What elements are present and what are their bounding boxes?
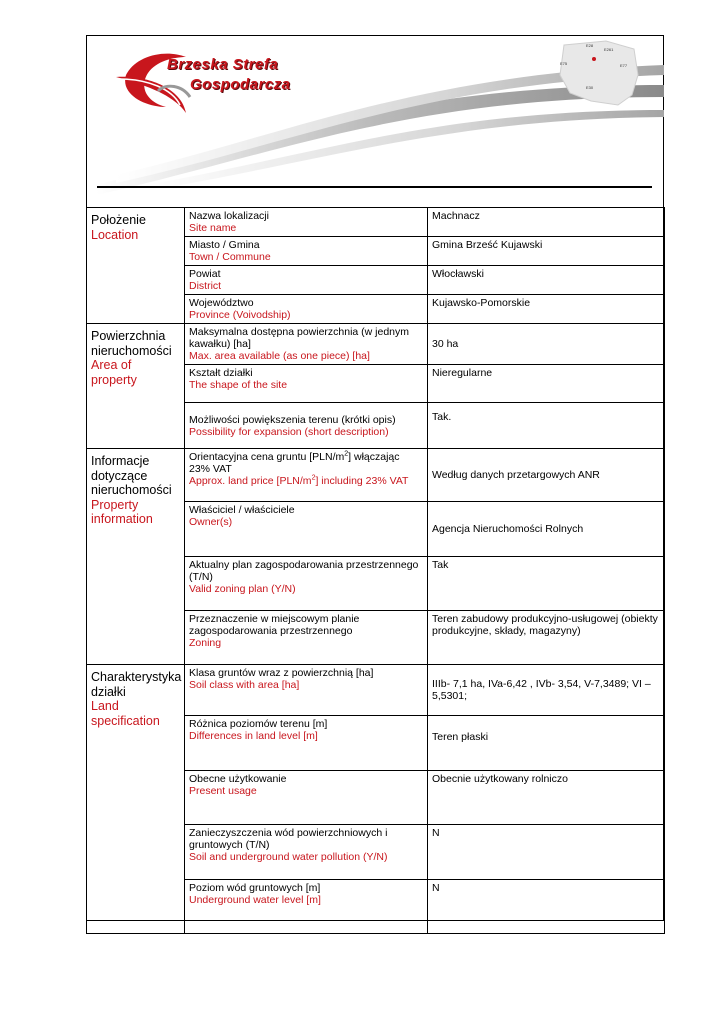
logo-line-2: Gospodarcza [190, 76, 291, 93]
field-label: Klasa gruntów wraz z powierzchnią [ha] Soil class with area [ha] [185, 665, 428, 716]
field-value: Teren płaski [428, 716, 665, 771]
field-value: Włocławski [428, 266, 665, 295]
field-label: Miasto / Gmina Town / Commune [185, 237, 428, 266]
field-value: IIIb- 7,1 ha, IVa-6,42 , IVb- 3,54, V-7,3489; VI – 5,5301; [428, 665, 665, 716]
section-land-spec: Charakterystyka działki Land specification [87, 665, 185, 934]
section-location: Położenie Location [87, 208, 185, 324]
field-label: Zanieczyszczenia wód powierzchniowych i gruntowych (T/N) Soil and underground water pollution (Y/N) [185, 825, 428, 880]
field-label: Poziom wód gruntowych [m] Underground water level [m] [185, 880, 428, 934]
field-value: N [428, 825, 665, 880]
field-value: Tak [428, 557, 665, 611]
field-label: Właściciel / właściciele Owner(s) [185, 502, 428, 557]
map-label: E261 [604, 47, 614, 52]
field-label: Powiat District [185, 266, 428, 295]
field-label: Możliwości powiększenia terenu (krótki opis) Possibility for expansion (short description) [185, 403, 428, 449]
table-row [87, 665, 665, 716]
field-value: Nieregularne [428, 365, 665, 403]
field-label: Kształt działki The shape of the site [185, 365, 428, 403]
field-value: Gmina Brześć Kujawski [428, 237, 665, 266]
field-value: Agencja Nieruchomości Rolnych [428, 502, 665, 557]
field-value: Obecnie użytkowany rolniczo [428, 771, 665, 825]
field-value: Kujawsko-Pomorskie [428, 295, 665, 324]
field-label: Nazwa lokalizacji Site name [185, 208, 428, 237]
map-label: E77 [620, 63, 628, 68]
field-label: Województwo Province (Voivodship) [185, 295, 428, 324]
table-row [87, 208, 665, 237]
field-value: Według danych przetargowych ANR [428, 449, 665, 502]
map-label: E75 [560, 61, 568, 66]
section-property-info: Informacje dotyczące nieruchomości Property information [87, 449, 185, 665]
logo-line-1: Brzeska Strefa [167, 56, 279, 73]
map-label: E30 [586, 85, 594, 90]
field-label: Obecne użytkowanie Present usage [185, 771, 428, 825]
section-area: Powierzchnia nieruchomości Area of property [87, 324, 185, 449]
field-label: Różnica poziomów terenu [m] Differences in land level [m] [185, 716, 428, 771]
header-banner [86, 35, 664, 207]
field-label: Przeznaczenie w miejscowym planie zagospodarowania przestrzennego Zoning [185, 611, 428, 665]
field-label: Maksymalna dostępna powierzchnia (w jednym kawałku) [ha] Max. area available (as one piece) [ha] [185, 324, 428, 365]
field-label: Aktualny plan zagospodarowania przestrzennego (T/N) Valid zoning plan (Y/N) [185, 557, 428, 611]
field-value: Tak. [428, 403, 665, 449]
map-label: E28 [586, 43, 594, 48]
table-row [87, 449, 665, 502]
field-value: 30 ha [428, 324, 665, 365]
field-value: Machnacz [428, 208, 665, 237]
table-row [87, 324, 665, 365]
field-label: Orientacyjna cena gruntu $[PLN/m^2]$ włączając 23% VAT Approx. land price $[PLN/m^2]$ including 23% VAT [185, 449, 428, 502]
spec-table [86, 207, 665, 934]
header-rule [97, 186, 652, 188]
field-value: N [428, 880, 665, 934]
field-value: Teren zabudowy produkcyjno-usługowej (obiekty produkcyjne, składy, magazyny) [428, 611, 665, 665]
